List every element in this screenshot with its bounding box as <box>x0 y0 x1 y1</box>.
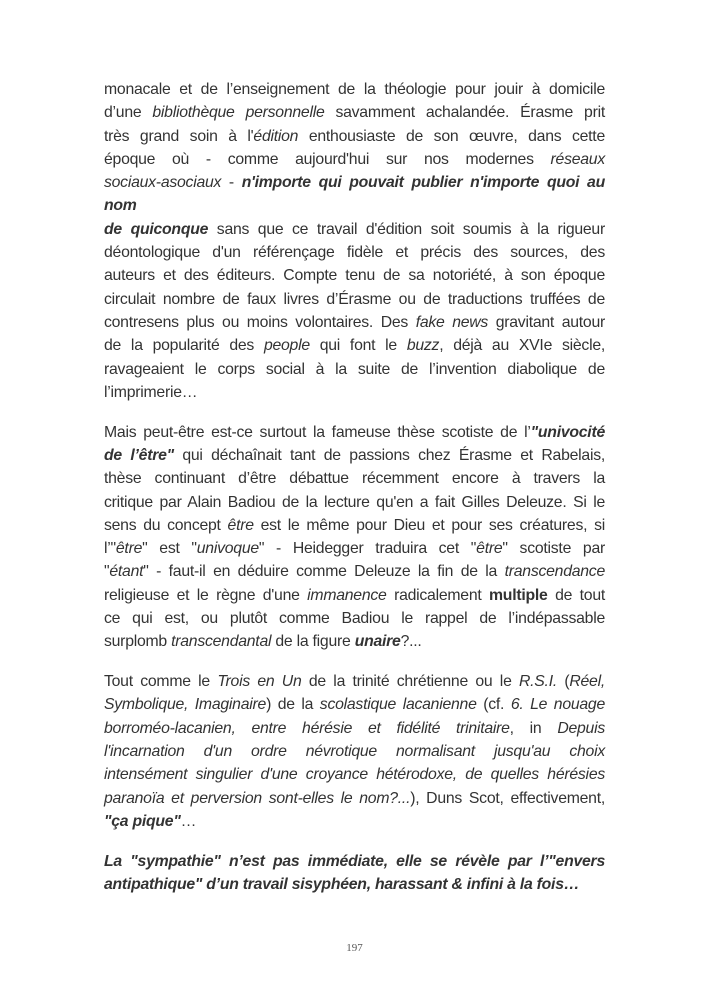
text-line <box>104 101 605 124</box>
text-line <box>104 241 605 264</box>
text-run: sans que ce travail d'édition soit soumis à la rigueur <box>208 220 605 238</box>
text-run: thèse continuant d’être débattue récemment encore à travers la <box>104 470 605 488</box>
text-run: déontologique d'un référençage fidèle et précis des sources, des <box>104 244 605 262</box>
italic-run: être <box>476 540 503 558</box>
italic-run: 6. Le nouage <box>510 696 606 714</box>
text-run: " - Heidegger traduira cet " <box>258 540 477 558</box>
text-run: auteurs et des éditeurs. Compte tenu de sa notoriété, à son époque <box>104 267 605 285</box>
text-line <box>104 763 605 786</box>
text-run: ?... <box>400 633 422 651</box>
italic-run: immanence <box>307 586 387 604</box>
text-run: ) de la <box>266 696 320 714</box>
paragraph <box>104 78 605 404</box>
italic-run: Réel, <box>569 673 605 691</box>
italic-run: paranoïa et perversion sont-elles le nom?... <box>104 789 411 807</box>
text-run: " scotiste par <box>502 540 605 558</box>
text-run: gravitant autour <box>488 313 605 331</box>
text-line <box>104 537 605 560</box>
text-line <box>104 514 605 537</box>
text-run: enthousiaste de son œuvre, dans cette <box>298 127 605 145</box>
italic-run: réseaux <box>550 150 605 168</box>
emphasis-run: "univocité <box>530 423 605 441</box>
text-run: de la popularité des <box>104 337 264 355</box>
text-run: surplomb <box>104 633 172 651</box>
text-run: circulait nombre de faux livres d’Érasme ou de traductions truffées de <box>104 290 605 308</box>
italic-run: intensément singulier d'une croyance hétérodoxe, de quelles hérésies <box>104 766 605 784</box>
italic-run: transcendance <box>504 563 605 581</box>
text-run: très grand soin à l' <box>104 127 254 145</box>
text-run: " - faut-il en déduire comme Deleuze la fin de la <box>143 563 505 581</box>
text-line <box>104 607 605 630</box>
emphasis-run: "ça pique" <box>104 812 181 830</box>
text-line <box>104 358 605 381</box>
italic-run: borroméo-lacanien, entre hérésie et fidélité trinitaire <box>104 719 510 737</box>
text-run: savamment achalandée. Érasme prit <box>324 104 605 122</box>
emphasis-run: antipathique" d’un travail sisyphéen, harassant & infini à la fois… <box>104 876 580 893</box>
emphasis-run: multiple <box>489 586 548 604</box>
text-line <box>104 171 605 218</box>
text-run: religieuse et le règne d'une <box>104 586 308 604</box>
italic-run: buzz <box>406 337 440 355</box>
italic-run: R.S.I. <box>518 673 557 691</box>
text-line <box>104 78 605 101</box>
text-run: , déjà au XVIe siècle, <box>439 337 605 355</box>
text-run: critique par Alain Badiou de la lecture qu'en a fait Gilles Deleuze. Si le <box>104 493 605 511</box>
text-run: ( <box>556 673 570 691</box>
emphasis-run: unaire <box>354 633 401 651</box>
italic-run: Symbolique, Imaginaire <box>104 696 267 714</box>
italic-run: bibliothèque personnelle <box>152 104 325 122</box>
text-run: … <box>180 812 197 830</box>
paragraph <box>104 421 605 654</box>
text-line <box>104 125 605 148</box>
text-run: sens du concept <box>104 516 228 534</box>
text-run: Tout comme le <box>104 673 218 691</box>
italic-run: sociaux-asociaux <box>104 174 222 192</box>
text-line <box>104 218 605 241</box>
text-line <box>104 381 605 404</box>
italic-run: être <box>115 540 143 558</box>
text-run: " <box>104 563 110 581</box>
italic-run: transcendantal <box>171 633 272 651</box>
italic-run: Depuis <box>557 719 605 737</box>
text-line <box>104 148 605 171</box>
emphasis-run: de quiconque <box>104 220 209 238</box>
text-run: l’" <box>104 540 116 558</box>
text-run: contresens plus ou moins volontaires. Des <box>104 313 416 331</box>
text-line <box>104 491 605 514</box>
text-run: - <box>221 174 242 192</box>
text-run: Mais peut-être est-ce surtout la fameuse thèse scotiste de l’ <box>104 423 531 441</box>
text-line <box>104 787 605 810</box>
text-line <box>104 850 605 873</box>
text-run: qui font le <box>309 337 407 355</box>
text-line <box>104 873 605 896</box>
italic-run: édition <box>253 127 299 145</box>
italic-run: l'incarnation d'un ordre névrotique normalisant jusqu'au choix <box>104 743 605 761</box>
italic-run: fake news <box>415 313 489 331</box>
page-body <box>104 78 605 913</box>
text-run: époque où - comme aujourd'hui sur nos modernes <box>104 150 551 168</box>
italic-run: univoque <box>196 540 259 558</box>
text-line <box>104 670 605 693</box>
paragraph <box>104 850 605 897</box>
text-run: de tout <box>547 586 606 604</box>
text-line <box>104 717 605 740</box>
text-run: d’une <box>104 104 153 122</box>
text-run: (cf. <box>476 696 511 714</box>
emphasis-run: La "sympathie" n’est pas immédiate, elle se révèle par l’"envers <box>104 852 605 870</box>
text-run: , in <box>509 719 558 737</box>
text-line <box>104 740 605 763</box>
emphasis-run: de l’être" <box>104 446 174 464</box>
italic-run: être <box>227 516 254 534</box>
text-line <box>104 264 605 287</box>
paragraph <box>104 670 605 833</box>
text-run: l’imprimerie… <box>104 383 198 401</box>
text-run: monacale et de l’enseignement de la théologie pour jouir à domicile <box>104 81 605 98</box>
text-run: ravageaient le corps social à la suite de l’invention diabolique de <box>104 360 605 378</box>
italic-run: étant <box>109 563 144 581</box>
text-line <box>104 421 605 444</box>
italic-run: Trois en Un <box>217 673 302 691</box>
text-run: ), Duns Scot, effectivement, <box>410 789 605 807</box>
italic-run: scolastique lacanienne <box>319 696 477 714</box>
text-run: de la figure <box>271 633 355 651</box>
text-run: qui déchaînait tant de passions chez Érasme et Rabelais, <box>173 446 605 464</box>
page-number: 197 <box>346 942 363 954</box>
text-line <box>104 810 605 833</box>
text-line <box>104 630 605 653</box>
text-line <box>104 334 605 357</box>
text-line <box>104 311 605 334</box>
text-run: ce qui est, ou plutôt comme Badiou le rappel de l’indépassable <box>104 610 605 628</box>
text-line <box>104 467 605 490</box>
text-run: de la trinité chrétienne ou le <box>301 673 519 691</box>
emphasis-run: n'importe qui pouvait publier n'importe quoi au nom <box>104 174 605 215</box>
text-line <box>104 584 605 607</box>
text-line <box>104 693 605 716</box>
text-line <box>104 560 605 583</box>
text-line <box>104 288 605 311</box>
text-line <box>104 444 605 467</box>
text-run: radicalement <box>386 586 490 604</box>
text-run: " est " <box>142 540 197 558</box>
text-run: est le même pour Dieu et pour ses créatures, si <box>253 516 605 534</box>
italic-run: people <box>263 337 310 355</box>
